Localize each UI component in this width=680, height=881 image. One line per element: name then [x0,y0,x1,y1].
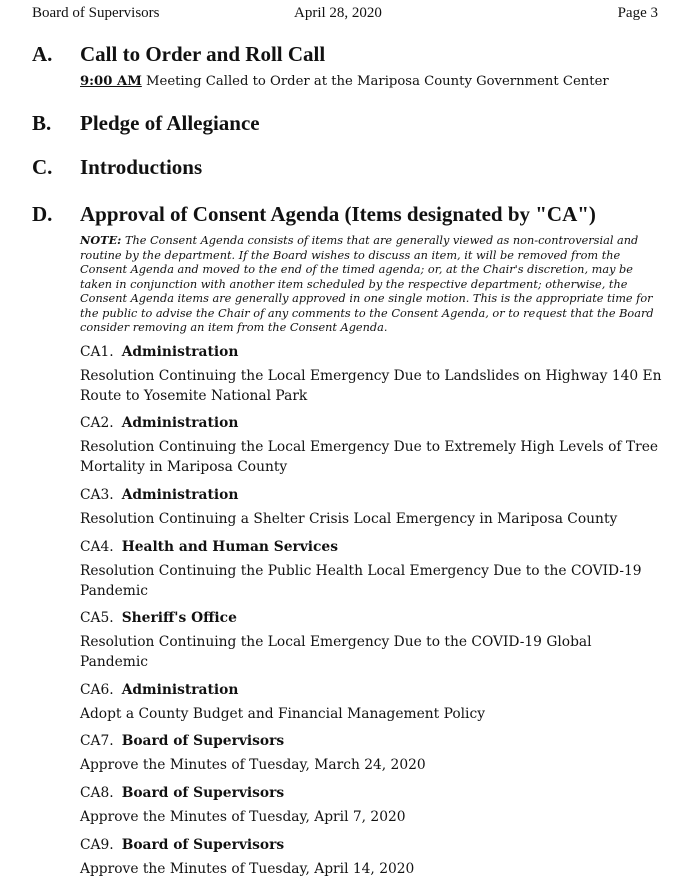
item-code: CA9. [80,837,114,853]
consent-item-ca5 [80,608,662,672]
item-code: CA1. [80,344,114,360]
item-department: Administration [121,344,239,360]
note-text: The Consent Agenda consists of items that are generally viewed as non-controversial and routine by the department. If the Board wishes to discuss an item, it will be removed from the Consent Agenda and moved to the end of the timed agenda; or, at the Chair's discretion, may be taken in conjunction with another item scheduled by the respective department; otherwise, the Consent Agenda items are generally approved in one single motion. This is the appropriate time for the public to advise the Chair of any comments to the Consent Agenda, or to request that the Board consider removing an item from the Consent Agenda. [80,234,654,334]
header-date: April 28, 2020 [294,5,382,21]
meeting-time: 9:00 AM [80,74,142,89]
item-description: Resolution Continuing the Public Health Local Emergency Due to the COVID-19 Pandemic [80,563,642,599]
section-title: Introductions [80,155,203,179]
section-b [32,110,662,136]
item-department: Administration [121,682,239,698]
section-d [32,201,662,227]
header-board-name: Board of Supervisors [32,5,160,21]
section-c [32,154,662,180]
item-description: Approve the Minutes of Tuesday, April 7, 2020 [80,809,406,825]
call-to-order-text: Meeting Called to Order at the Mariposa County Government Center [141,74,609,89]
item-code: CA8. [80,785,114,801]
section-letter: D. [32,202,53,226]
item-department: Administration [121,415,239,431]
section-letter: C. [32,155,53,179]
consent-item-ca9 [80,835,662,879]
item-description: Resolution Continuing the Local Emergency Due to the COVID-19 Global Pandemic [80,634,592,670]
item-description: Approve the Minutes of Tuesday, April 14, 2020 [80,861,415,877]
section-title: Pledge of Allegiance [80,111,260,135]
item-description: Resolution Continuing the Local Emergency Due to Extremely High Levels of Tree Mortality in Mariposa County [80,439,659,475]
item-description: Adopt a County Budget and Financial Management Policy [80,706,485,722]
item-code: CA7. [80,733,114,749]
note-label: NOTE: [80,233,122,247]
header-page-number: Page 3 [617,5,658,21]
section-a [32,41,662,67]
item-department: Health and Human Services [121,539,338,555]
item-department: Sheriff's Office [121,610,237,626]
consent-item-ca8 [80,783,662,827]
item-description: Approve the Minutes of Tuesday, March 24, 2020 [80,757,426,773]
call-to-order-line [80,72,609,92]
item-code: CA6. [80,682,114,698]
section-letter: B. [32,111,52,135]
consent-item-ca6 [80,680,662,724]
consent-item-ca1 [80,342,662,406]
consent-item-ca3 [80,485,662,529]
item-department: Board of Supervisors [121,733,285,749]
item-code: CA3. [80,487,114,503]
item-code: CA4. [80,539,114,555]
item-description: Resolution Continuing a Shelter Crisis Local Emergency in Mariposa County [80,511,618,527]
item-department: Board of Supervisors [121,785,285,801]
consent-item-ca4 [80,537,662,601]
item-code: CA5. [80,610,114,626]
consent-agenda-note [80,233,662,336]
page-header [32,3,658,23]
item-department: Administration [121,487,239,503]
item-code: CA2. [80,415,114,431]
section-title: Approval of Consent Agenda (Items designated by "CA") [80,202,596,226]
section-letter: A. [32,42,53,66]
item-department: Board of Supervisors [121,837,285,853]
item-description: Resolution Continuing the Local Emergency Due to Landslides on Highway 140 En Route to Yosemite National Park [80,368,662,404]
consent-item-ca7 [80,731,662,775]
consent-item-ca2 [80,413,662,477]
section-title: Call to Order and Roll Call [80,42,326,66]
